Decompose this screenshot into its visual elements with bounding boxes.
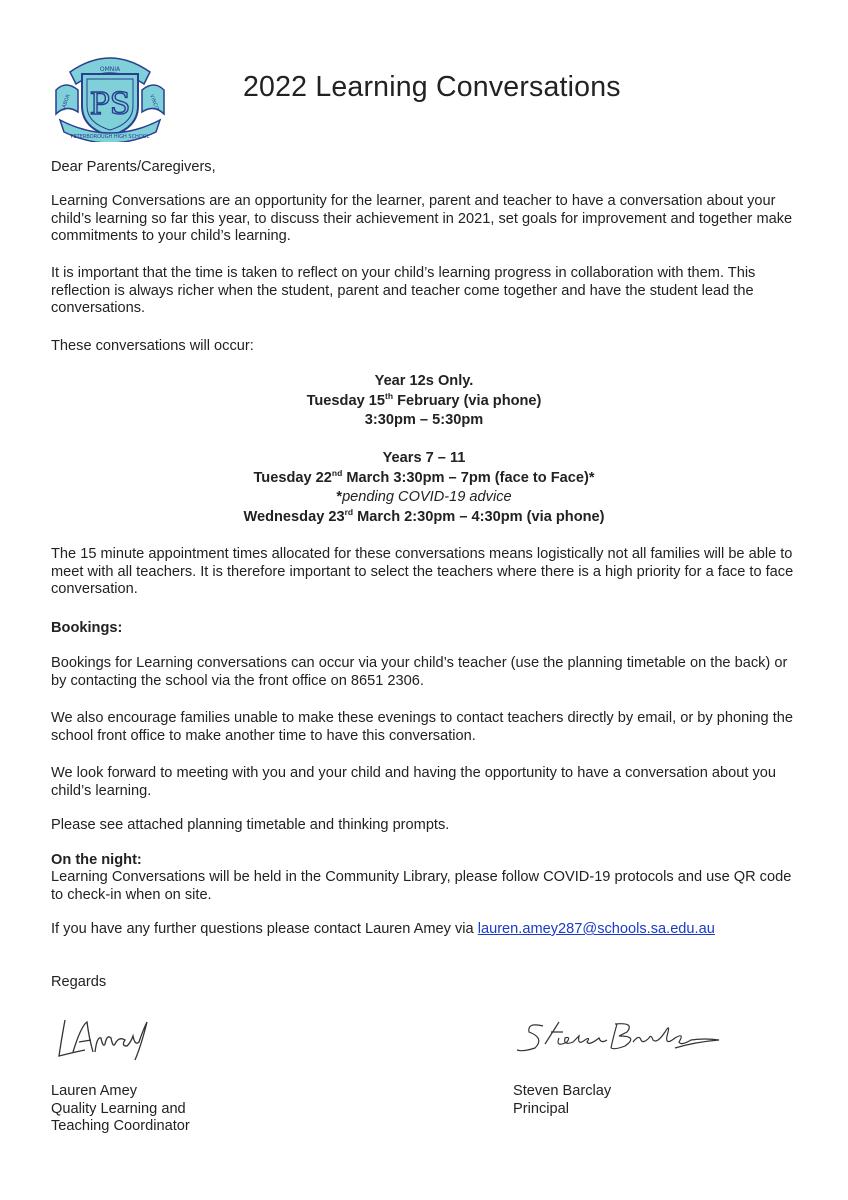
paragraph-reflection: It is important that the time is taken to reflect on your child’s learning progress in collaboration with them. This reflection is always richer when the student, parent and teacher come together and have the student lead the conversations.	[51, 265, 756, 316]
paragraph-encourage: We also encourage families unable to make these evenings to contact teachers directly by email, or by phoning the school front office to make another time to have this conversation.	[51, 710, 794, 744]
crest-motto-top: OMNIA	[99, 66, 121, 73]
signer-lauren-block	[51, 1083, 190, 1136]
contact-email-link[interactable]: lauren.amey287@schools.sa.edu.au	[477, 921, 715, 937]
paragraph-contact: If you have any further questions please contact Lauren Amey via lauren.amey287@schools.sa.edu.au	[51, 921, 715, 937]
schedule-covid-note: *pending COVID-19 advice	[336, 489, 512, 505]
signer-steven-role: Principal	[513, 1100, 569, 1117]
signer-steven-name: Steven Barclay	[513, 1083, 612, 1099]
signer-steven-block	[513, 1083, 611, 1118]
signature-steven-barclay	[515, 1018, 725, 1058]
svg-text:PS: PS	[89, 87, 131, 122]
paragraph-night: Learning Conversations will be held in the Community Library, please follow COVID-19 protocols and use QR code to check-in when on site.	[51, 869, 792, 903]
page-title: 2022 Learning Conversations	[243, 71, 621, 103]
crest-school-name: PETERBOROUGH HIGH SCHOOL	[70, 134, 150, 140]
schedule-year12-heading: Year 12s Only.	[374, 373, 474, 389]
crest-motto-right: VINCIT	[148, 93, 160, 112]
night-heading: On the night:	[51, 852, 142, 868]
schedule-years7-11-line2: Wednesday 23rd March 2:30pm – 4:30pm (via phone)	[243, 507, 605, 525]
salutation: Dear Parents/Caregivers,	[51, 159, 216, 175]
signer-lauren-name: Lauren Amey	[51, 1083, 137, 1099]
schedule-years7-11-line1: Tuesday 22nd March 3:30pm – 7pm (face to Face)*	[253, 468, 595, 486]
crest-motto-left: LABOR	[60, 93, 72, 112]
paragraph-attached: Please see attached planning timetable and thinking prompts.	[51, 817, 450, 833]
schedule-year12-date: Tuesday 15th February (via phone)	[306, 391, 542, 409]
schedule-years7-11-heading: Years 7 – 11	[382, 450, 466, 466]
regards: Regards	[51, 974, 107, 990]
signature-lauren-amey	[55, 1012, 155, 1062]
signer-lauren-role-line1: Quality Learning and	[51, 1100, 186, 1117]
paragraph-occur: These conversations will occur:	[51, 338, 254, 354]
school-crest-logo	[52, 50, 168, 142]
paragraph-appointments: The 15 minute appointment times allocated for these conversations means logistically not all families will be able to meet with all teachers. It is therefore important to select the teachers where there is a high priority for a face to face conversation.	[51, 546, 794, 597]
schedule-year12-time: 3:30pm – 5:30pm	[364, 412, 484, 428]
bookings-heading: Bookings:	[51, 620, 123, 636]
paragraph-bookings: Bookings for Learning conversations can occur via your child’s teacher (use the planning timetable on the back) or by contacting the school via the front office on 8651 2306.	[51, 655, 788, 689]
signer-lauren-role-line2: Teaching Coordinator	[51, 1118, 190, 1134]
paragraph-intro: Learning Conversations are an opportunity for the learner, parent and teacher to have a conversation about your child’s learning so far this year, to discuss their achievement in 2021, set goals for improvement and together make commitments to your child’s learning.	[51, 193, 793, 244]
paragraph-look-forward: We look forward to meeting with you and your child and having the opportunity to have a conversation about you child’s learning.	[51, 765, 776, 799]
